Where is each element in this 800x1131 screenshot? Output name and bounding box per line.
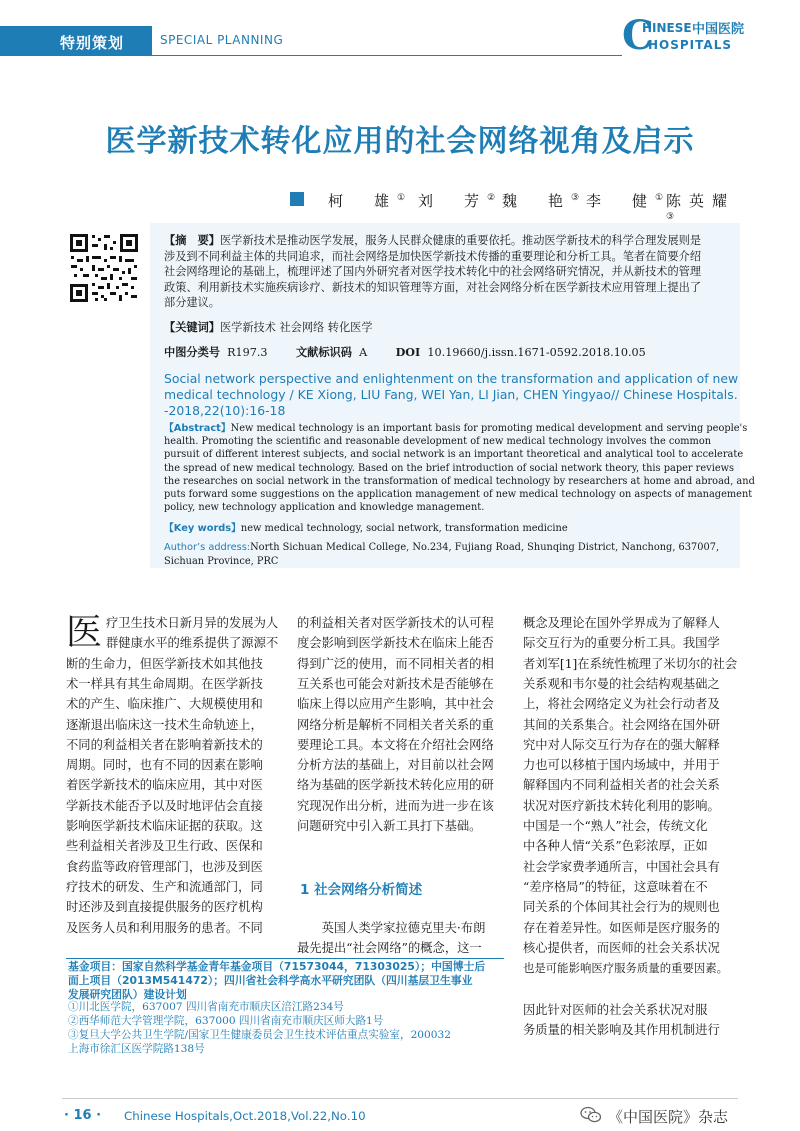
journal-citation: Chinese Hospitals,Oct.2018,Vol.22,No.10 bbox=[124, 1109, 366, 1123]
body-line: 术的产生、临床推广、大规模使用和 bbox=[66, 697, 263, 712]
logo-hospitals: HOSPITALS bbox=[648, 38, 732, 52]
abstract-en-line: the researches on social network in the transformation of medical technology by researchers at home and abroad, and bbox=[164, 475, 755, 487]
body-line: 互关系也可能会对新技术是否能够在 bbox=[297, 676, 494, 691]
author-marker-square bbox=[290, 192, 304, 206]
wechat-label: 《中国医院》杂志 bbox=[608, 1108, 729, 1126]
abstract-en-line: health. Promoting the scientific and reasonable development of new medical technology involves the common bbox=[164, 436, 712, 448]
funding-line: 基金项目：国家自然科学基金青年基金项目（71573044，71303025）；中国博士后 bbox=[68, 960, 486, 973]
english-title-line: Social network perspective and enlightenment on the transformation and application of new bbox=[164, 371, 739, 386]
author: 陈英耀③ bbox=[666, 192, 736, 222]
body-line: 要理论工具。本文将在介绍社会网络 bbox=[297, 737, 494, 752]
funding-line: 面上项目（2013M541472）；四川省社会科学高水平研究团队（四川基层卫生事业 bbox=[68, 973, 473, 987]
body-line: 存在着差异性。如医师是医疗服务的 bbox=[523, 920, 720, 935]
body-line: 周期。同时，也有不同的因素在影响 bbox=[66, 758, 263, 773]
body-line: 学新技术能否予以及时地评估会直接 bbox=[66, 798, 263, 813]
journal-logo bbox=[622, 14, 792, 60]
abstract-cn-line: 涉及到不同利益主体的共同追求，而社会网络是加快医学新技术传播的重要理论和分析工具。笔者在简要介绍 bbox=[164, 249, 702, 263]
wechat-account bbox=[580, 1106, 728, 1127]
abstract-cn-line: 部分建议。 bbox=[164, 296, 220, 309]
article-title: 医学新技术转化应用的社会网络视角及启示 bbox=[105, 124, 695, 159]
body-line: 力也可以移植于国内场域中，并用于 bbox=[523, 758, 720, 773]
body-line: 度会影响到医学新技术在临床上能否 bbox=[297, 636, 494, 651]
body-line: 际交互行为的重要分析工具。我国学 bbox=[523, 636, 720, 651]
english-title bbox=[164, 371, 744, 419]
body-line: 分析方法的基础上，对目前以社会网 bbox=[297, 758, 494, 773]
section-heading: 1 社会网络分析简述 bbox=[300, 882, 423, 898]
affiliation-line: ③复旦大学公共卫生学院/国家卫生健康委员会卫生技术评估重点实验室，200032 bbox=[68, 1028, 452, 1041]
body-line: “差序格局”的特征，这意味着在不 bbox=[523, 879, 708, 894]
body-line: 着医学新技术的临床应用，其中对医 bbox=[66, 778, 263, 793]
abstract-en-line: 【Abstract】New medical technology is an important basis for promoting medical development and serving people's bbox=[164, 423, 748, 434]
english-title-line: medical technology / KE Xiong, LIU Fang, WEI Yan, LI Jian, CHEN Yingyao// Chinese Hospitals. bbox=[164, 387, 738, 402]
body-line: 究中对人际交互行为存在的强大解释 bbox=[523, 737, 720, 752]
body-line: 群健康水平的维系提供了源源不 bbox=[106, 636, 279, 651]
english-title-line: -2018,22(10):16-18 bbox=[164, 403, 286, 418]
body-line: 逐渐退出临床这一技术生命轨迹上， bbox=[66, 717, 263, 732]
affiliation-line: ①川北医学院，637007 四川省南充市顺庆区涪江路234号 bbox=[68, 1001, 344, 1014]
body-line: 核心提供者，而医师的社会关系状况 bbox=[523, 940, 720, 955]
footer-rule bbox=[62, 1098, 738, 1099]
body-line: 影响医学新技术临床证据的获取。这 bbox=[66, 819, 263, 833]
body-line: 的利益相关者对医学新技术的认可程 bbox=[297, 616, 494, 630]
body-line: 得到广泛的使用，而不同相关者的相 bbox=[297, 656, 494, 671]
footnote-rule bbox=[66, 958, 504, 959]
affiliation-line: 上海市徐汇区医学院路138号 bbox=[68, 1042, 205, 1055]
logo-c: C bbox=[622, 12, 654, 59]
body-line: 最先提出“社会网络”的概念，这一 bbox=[297, 940, 482, 955]
body-line: 英国人类学家拉德克里夫·布朗 bbox=[297, 920, 486, 935]
wechat-icon bbox=[580, 1106, 602, 1124]
body-line: 网络分析是解析不同相关者关系的重 bbox=[297, 717, 494, 732]
body-line: 务质量的相关影响及其作用机制进行 bbox=[523, 1023, 720, 1038]
body-line: 临床上得以应用产生影响，其中社会 bbox=[297, 697, 494, 712]
body-line: 术一样具有其生命周期。在医学新技 bbox=[66, 676, 263, 691]
qr-code-icon[interactable] bbox=[68, 232, 140, 304]
abstract-cn-line: 【摘 要】医学新技术是推动医学发展，服务人民群众健康的重要依托。推动医学新技术的科学合理发展则是 bbox=[164, 233, 702, 247]
body-line: 概念及理论在国外学界成为了解释人 bbox=[523, 616, 720, 630]
body-line: 时还涉及到直接提供服务的医疗机构 bbox=[66, 900, 263, 915]
address-en: Author’s address:North Sichuan Medical College, No.234, Fujiang Road, Shunqing District, Nanchong, 637007, bbox=[164, 542, 720, 553]
abstract-cn-line: 社会网络理论的基础上，梳理评述了国内外研究者对医学技术转化中的社会网络研究情况，并从新技术的管理 bbox=[164, 265, 702, 278]
classification-row: 中图分类号 R197.3 文献标识码 A DOI 10.19660/j.issn.1671-0592.2018.10.05 bbox=[164, 345, 646, 359]
author: 魏 艳③ bbox=[502, 192, 580, 210]
body-line: 因此针对医师的社会关系状况对服 bbox=[523, 1003, 708, 1017]
keywords-en: 【Key words】new medical technology, social network, transformation medicine bbox=[164, 523, 568, 534]
body-line: 络为基础的医学新技术转化应用的研 bbox=[297, 778, 494, 793]
author: 李 健① bbox=[586, 192, 664, 210]
body-line: 解释国内不同利益相关者的社会关系 bbox=[523, 778, 720, 793]
section-label-en: SPECIAL PLANNING bbox=[160, 33, 284, 47]
body-line: 及医务人员和利用服务的患者。不同 bbox=[66, 920, 263, 935]
body-line: 者刘军[1]在系统性梳理了米切尔的社会 bbox=[523, 656, 738, 671]
body-line: 中各种人情“关系”色彩浓厚，正如 bbox=[523, 839, 708, 854]
body-line: 上，将社会网络定义为社会行动者及 bbox=[523, 697, 720, 712]
body-line: 同关系的个体间其社会行为的规则也 bbox=[523, 900, 720, 915]
author: 刘 芳② bbox=[418, 192, 496, 210]
abstract-en-line: policy, new technology application and knowledge management. bbox=[164, 502, 485, 514]
header-rule bbox=[152, 55, 622, 56]
body-line: 关系观和韦尔曼的社会结构观基础之 bbox=[523, 676, 720, 691]
logo-cn-name: 中国医院 bbox=[692, 22, 745, 37]
address-en-line: Sichuan Province, PRC bbox=[164, 556, 279, 567]
author: 柯 雄① bbox=[328, 192, 406, 210]
abstract-en-line: pursuit of different interest subjects, and social network is an important theoretical and analytical tool to accelerate bbox=[164, 449, 744, 461]
funding-line: 发展研究团队）建设计划 bbox=[68, 987, 187, 1001]
logo-hinese: HINESE bbox=[642, 21, 692, 35]
body-line: 不同的利益相关者在影响着新技术的 bbox=[66, 737, 263, 752]
drop-cap: 医 bbox=[66, 612, 103, 653]
body-line: 问题研究中引入新工具打下基础。 bbox=[297, 819, 482, 833]
body-line: 究现况作出分析，进而为进一步在该 bbox=[297, 798, 494, 813]
body-line: 疗技术的研发、生产和流通部门，同 bbox=[66, 879, 263, 894]
author-list bbox=[290, 190, 740, 222]
body-line: 状况对医疗新技术转化利用的影响。 bbox=[523, 798, 720, 813]
body-line: 食药监等政府管理部门，也涉及到医 bbox=[66, 859, 263, 874]
body-line: 也是可能影响医疗服务质量的重要因素。 bbox=[523, 961, 729, 976]
body-line: 社会学家费孝通所言，中国社会具有 bbox=[523, 859, 720, 874]
section-label-cn: 特别策划 bbox=[60, 34, 125, 52]
abstract-cn-line: 政策、利用新技术实施疾病诊疗、新技术的知识管理等方面，对社会网络分析在医学新技术应用管理上提出了 bbox=[164, 280, 702, 294]
body-line: 中国是一个“熟人”社会，传统文化 bbox=[523, 819, 708, 833]
abstract-en-line: the spread of new medical technology. Based on the brief introduction of social network theory, this paper reviews bbox=[164, 462, 735, 474]
affiliation-line: ②西华师范大学管理学院，637000 四川省南充市顺庆区师大路1号 bbox=[68, 1015, 384, 1028]
funding-note bbox=[68, 960, 485, 1057]
body-line: 些利益相关者涉及卫生行政、医保和 bbox=[66, 839, 263, 854]
page-number: · 16 · bbox=[64, 1108, 102, 1123]
abstract-en-line: puts forward some suggestions on the application management of new medical technology on aspects of management bbox=[164, 489, 753, 500]
keywords-cn: 【关键词】医学新技术 社会网络 转化医学 bbox=[164, 320, 373, 334]
body-line: 疗卫生技术日新月异的发展为人 bbox=[106, 616, 279, 630]
body-line: 断的生命力，但医学新技术如其他技 bbox=[66, 656, 263, 671]
body-line: 其间的关系集合。社会网络在国外研 bbox=[523, 717, 720, 732]
